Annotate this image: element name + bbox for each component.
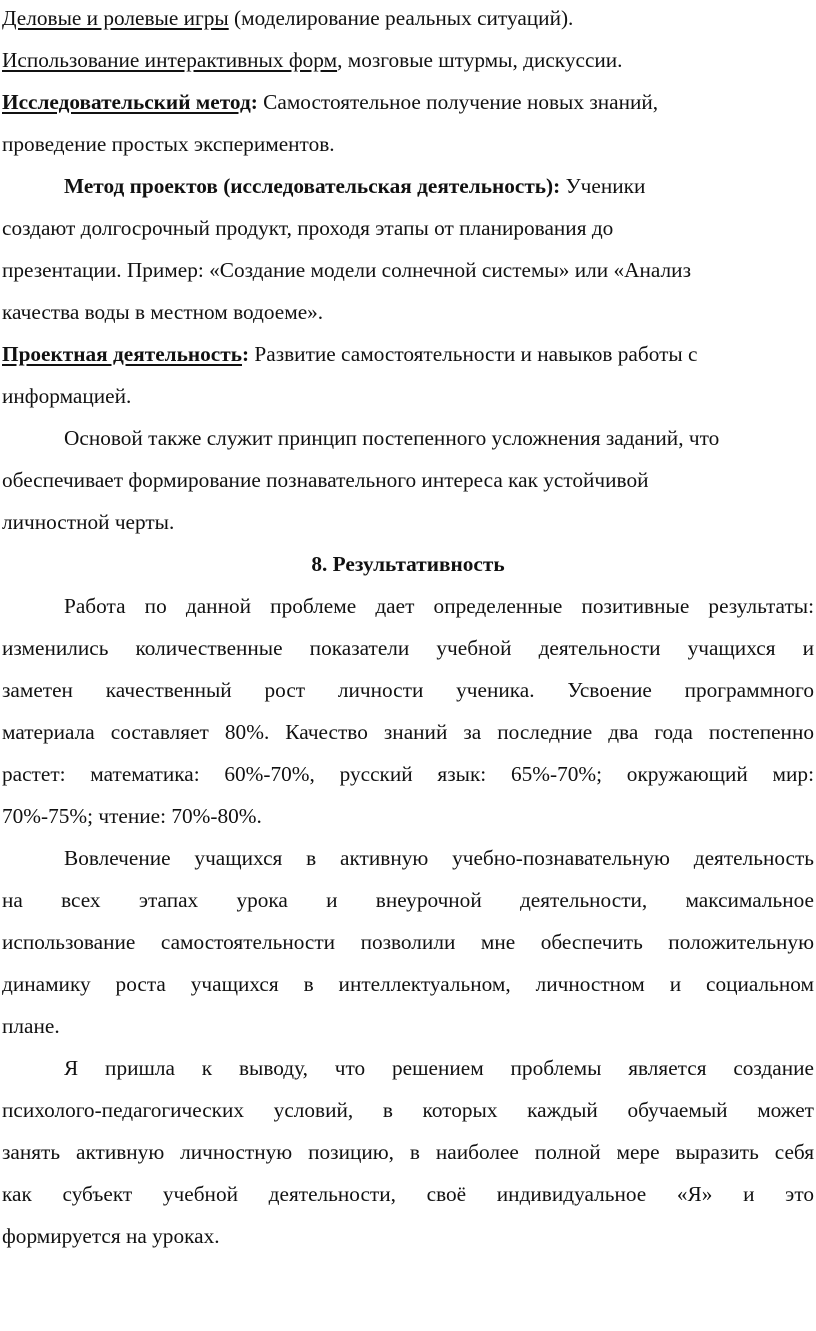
text-line — [2, 46, 814, 74]
text-segment: Я пришла к выводу, что решением проблемы является создание — [64, 1056, 814, 1080]
text-segment: плане. — [2, 1014, 60, 1038]
text-line — [2, 214, 814, 242]
text-segment: , мозговые штурмы, дискуссии. — [337, 48, 623, 72]
text-segment: Работа по данной проблеме дает определенные позитивные результаты: — [64, 594, 814, 618]
text-segment: личностной черты. — [2, 510, 175, 534]
text-segment: 8. Результативность — [311, 552, 505, 576]
text-segment: информацией. — [2, 384, 132, 408]
text-line — [2, 130, 814, 158]
text-segment: формируется на уроках. — [2, 1224, 220, 1248]
text-line — [2, 88, 814, 116]
text-segment: растет: математика: 60%-70%, русский язык: 65%-70%; окружающий мир: — [2, 762, 814, 786]
text-line — [64, 1054, 814, 1082]
text-segment: Метод проектов (исследовательская деятельность): — [64, 174, 561, 198]
text-line — [64, 592, 814, 620]
text-segment: Проектная деятельность — [2, 342, 242, 366]
text-line — [2, 928, 814, 956]
text-line — [2, 466, 814, 494]
text-segment: Деловые и ролевые игры — [2, 6, 229, 30]
text-line — [2, 676, 814, 704]
text-line — [2, 1180, 814, 1208]
text-line — [2, 1096, 814, 1124]
text-segment: психолого-педагогических условий, в которых каждый обучаемый может — [2, 1098, 814, 1122]
text-segment: заметен качественный рост личности ученика. Усвоение программного — [2, 678, 814, 702]
text-line — [2, 298, 814, 326]
text-line — [2, 1138, 814, 1166]
text-segment: проведение простых экспериментов. — [2, 132, 335, 156]
text-segment: Исследовательский метод — [2, 90, 251, 114]
text-segment: (моделирование реальных ситуаций). — [228, 6, 574, 30]
text-line — [2, 4, 814, 32]
text-segment: качества воды в местном водоеме». — [2, 300, 324, 324]
section-heading — [2, 550, 814, 578]
text-segment: Вовлечение учащихся в активную учебно-познавательную деятельность — [64, 846, 814, 870]
text-segment: динамику роста учащихся в интеллектуальном, личностном и социальном — [2, 972, 814, 996]
text-line — [64, 844, 814, 872]
text-line — [2, 340, 814, 368]
text-line — [2, 718, 814, 746]
text-line — [2, 508, 814, 536]
text-segment: Самостоятельное получение новых знаний, — [257, 90, 659, 114]
text-line — [2, 1222, 814, 1250]
text-line — [2, 634, 814, 662]
text-segment: материала составляет 80%. Качество знаний за последние два года постепенно — [2, 720, 814, 744]
text-segment: использование самостоятельности позволили мне обеспечить положительную — [2, 930, 814, 954]
text-line — [2, 382, 814, 410]
text-segment: как субъект учебной деятельности, своё индивидуальное «Я» и это — [2, 1182, 814, 1206]
text-segment: : — [241, 342, 250, 366]
text-segment: 70%-75%; чтение: 70%-80%. — [2, 804, 262, 828]
text-segment: Ученики — [560, 174, 646, 198]
text-segment: на всех этапах урока и внеурочной деятельности, максимальное — [2, 888, 814, 912]
text-segment: Основой также служит принцип постепенного усложнения заданий, что — [64, 426, 720, 450]
text-line — [64, 172, 814, 200]
text-segment: создают долгосрочный продукт, проходя этапы от планирования до — [2, 216, 614, 240]
text-line — [2, 760, 814, 788]
text-segment: обеспечивает формирование познавательного интереса как устойчивой — [2, 468, 649, 492]
text-line — [64, 424, 814, 452]
text-segment: презентации. Пример: «Создание модели солнечной системы» или «Анализ — [2, 258, 691, 282]
text-segment: Использование интерактивных форм — [2, 48, 338, 72]
text-line — [2, 1012, 814, 1040]
text-segment: Развитие самостоятельности и навыков работы с — [249, 342, 698, 366]
text-line — [2, 802, 814, 830]
text-segment: изменились количественные показатели учебной деятельности учащихся и — [2, 636, 814, 660]
text-segment: : — [250, 90, 258, 114]
text-line — [2, 970, 814, 998]
text-line — [2, 886, 814, 914]
text-line — [2, 256, 814, 284]
text-segment: занять активную личностную позицию, в наиболее полной мере выразить себя — [2, 1140, 814, 1164]
